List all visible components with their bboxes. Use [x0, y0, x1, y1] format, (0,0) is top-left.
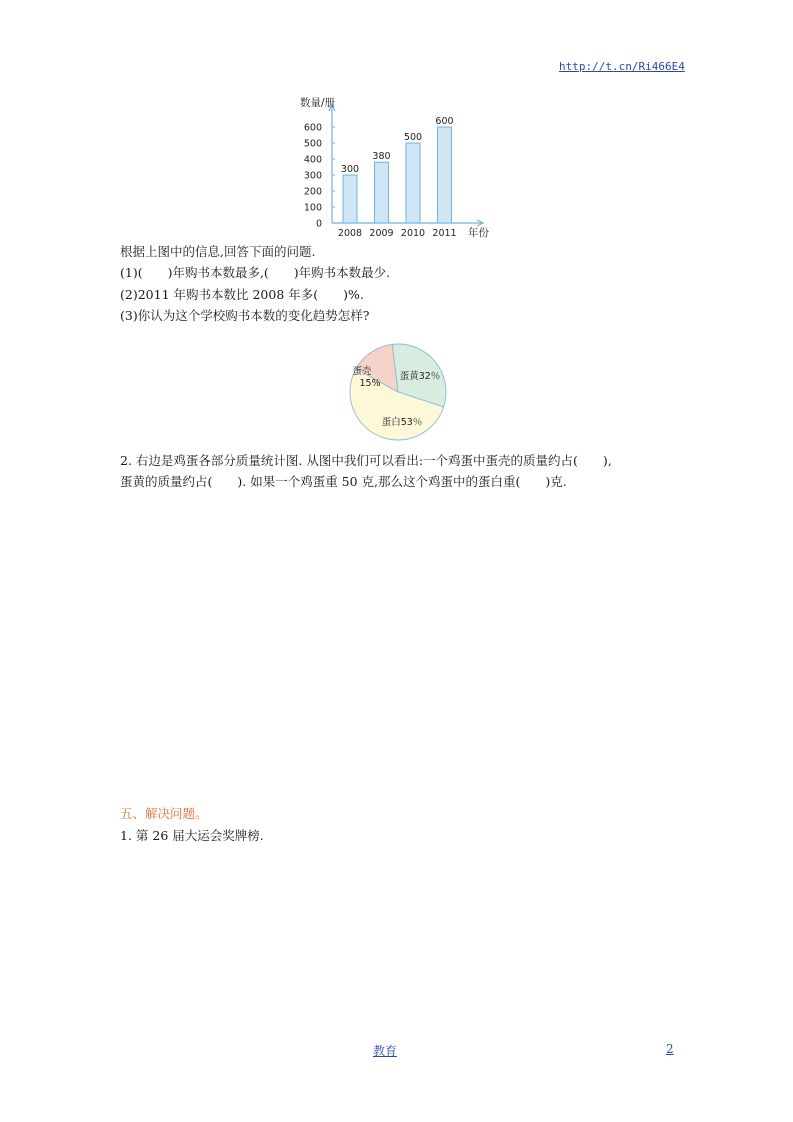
y-tick-label: 500	[303, 138, 322, 150]
y-axis-title: 数量/册	[300, 97, 336, 109]
y-tick-label: 600	[303, 122, 322, 134]
pie-label-shell-value: 15%	[359, 378, 381, 389]
bar-value-label: 380	[372, 151, 391, 163]
question1-part2: (2)2011 年购书本数比 2008 年多( )%.	[120, 287, 364, 302]
section5-item1: 1. 第 26 届大运会奖牌榜.	[120, 828, 264, 843]
x-tick-label: 2009	[369, 228, 394, 239]
question1-part3: (3)你认为这个学校购书本数的变化趋势怎样?	[120, 308, 370, 323]
bar	[438, 127, 452, 223]
question2-line1: 2. 右边是鸡蛋各部分质量统计图. 从图中我们可以看出:一个鸡蛋中蛋壳的质量约占( ),	[120, 453, 612, 468]
y-tick-label: 200	[303, 186, 322, 198]
footer-link[interactable]: 教育	[373, 1044, 398, 1058]
y-tick-label: 300	[303, 170, 322, 182]
bar-chart	[290, 92, 500, 242]
bar	[375, 162, 389, 223]
x-tick-label: 2011	[432, 228, 457, 239]
pie-label-white: 蛋白53％	[381, 417, 423, 428]
header-url-link[interactable]: http://t.cn/Ri466E4	[559, 60, 685, 73]
pie-chart	[340, 342, 456, 442]
question1-intro: 根据上图中的信息,回答下面的问题.	[120, 244, 316, 259]
bar-value-label: 500	[403, 132, 423, 143]
y-tick-label: 0	[315, 218, 322, 230]
x-tick-label: 2008	[337, 228, 363, 239]
section5-title: 五、解决问题。	[120, 806, 208, 821]
question2-line2: 蛋黄的质量约占( ). 如果一个鸡蛋重 50 克,那么这个鸡蛋中的蛋白重( )克.	[120, 474, 567, 489]
y-tick-label: 400	[303, 154, 322, 166]
pie-label-shell-name: 蛋壳	[352, 366, 372, 377]
bar	[406, 143, 420, 223]
bar-value-label: 300	[340, 164, 360, 175]
question1-part1: (1)( )年购书本数最多,( )年购书本数最少.	[120, 265, 391, 280]
x-tick-label: 2010	[400, 228, 426, 239]
pie-label-yolk: 蛋黄32％	[399, 371, 441, 382]
bar-value-label: 600	[435, 116, 454, 127]
bar	[343, 175, 357, 223]
y-tick-label: 100	[303, 202, 322, 214]
x-axis-title: 年份	[468, 227, 489, 239]
page-number: 2	[666, 1042, 674, 1056]
